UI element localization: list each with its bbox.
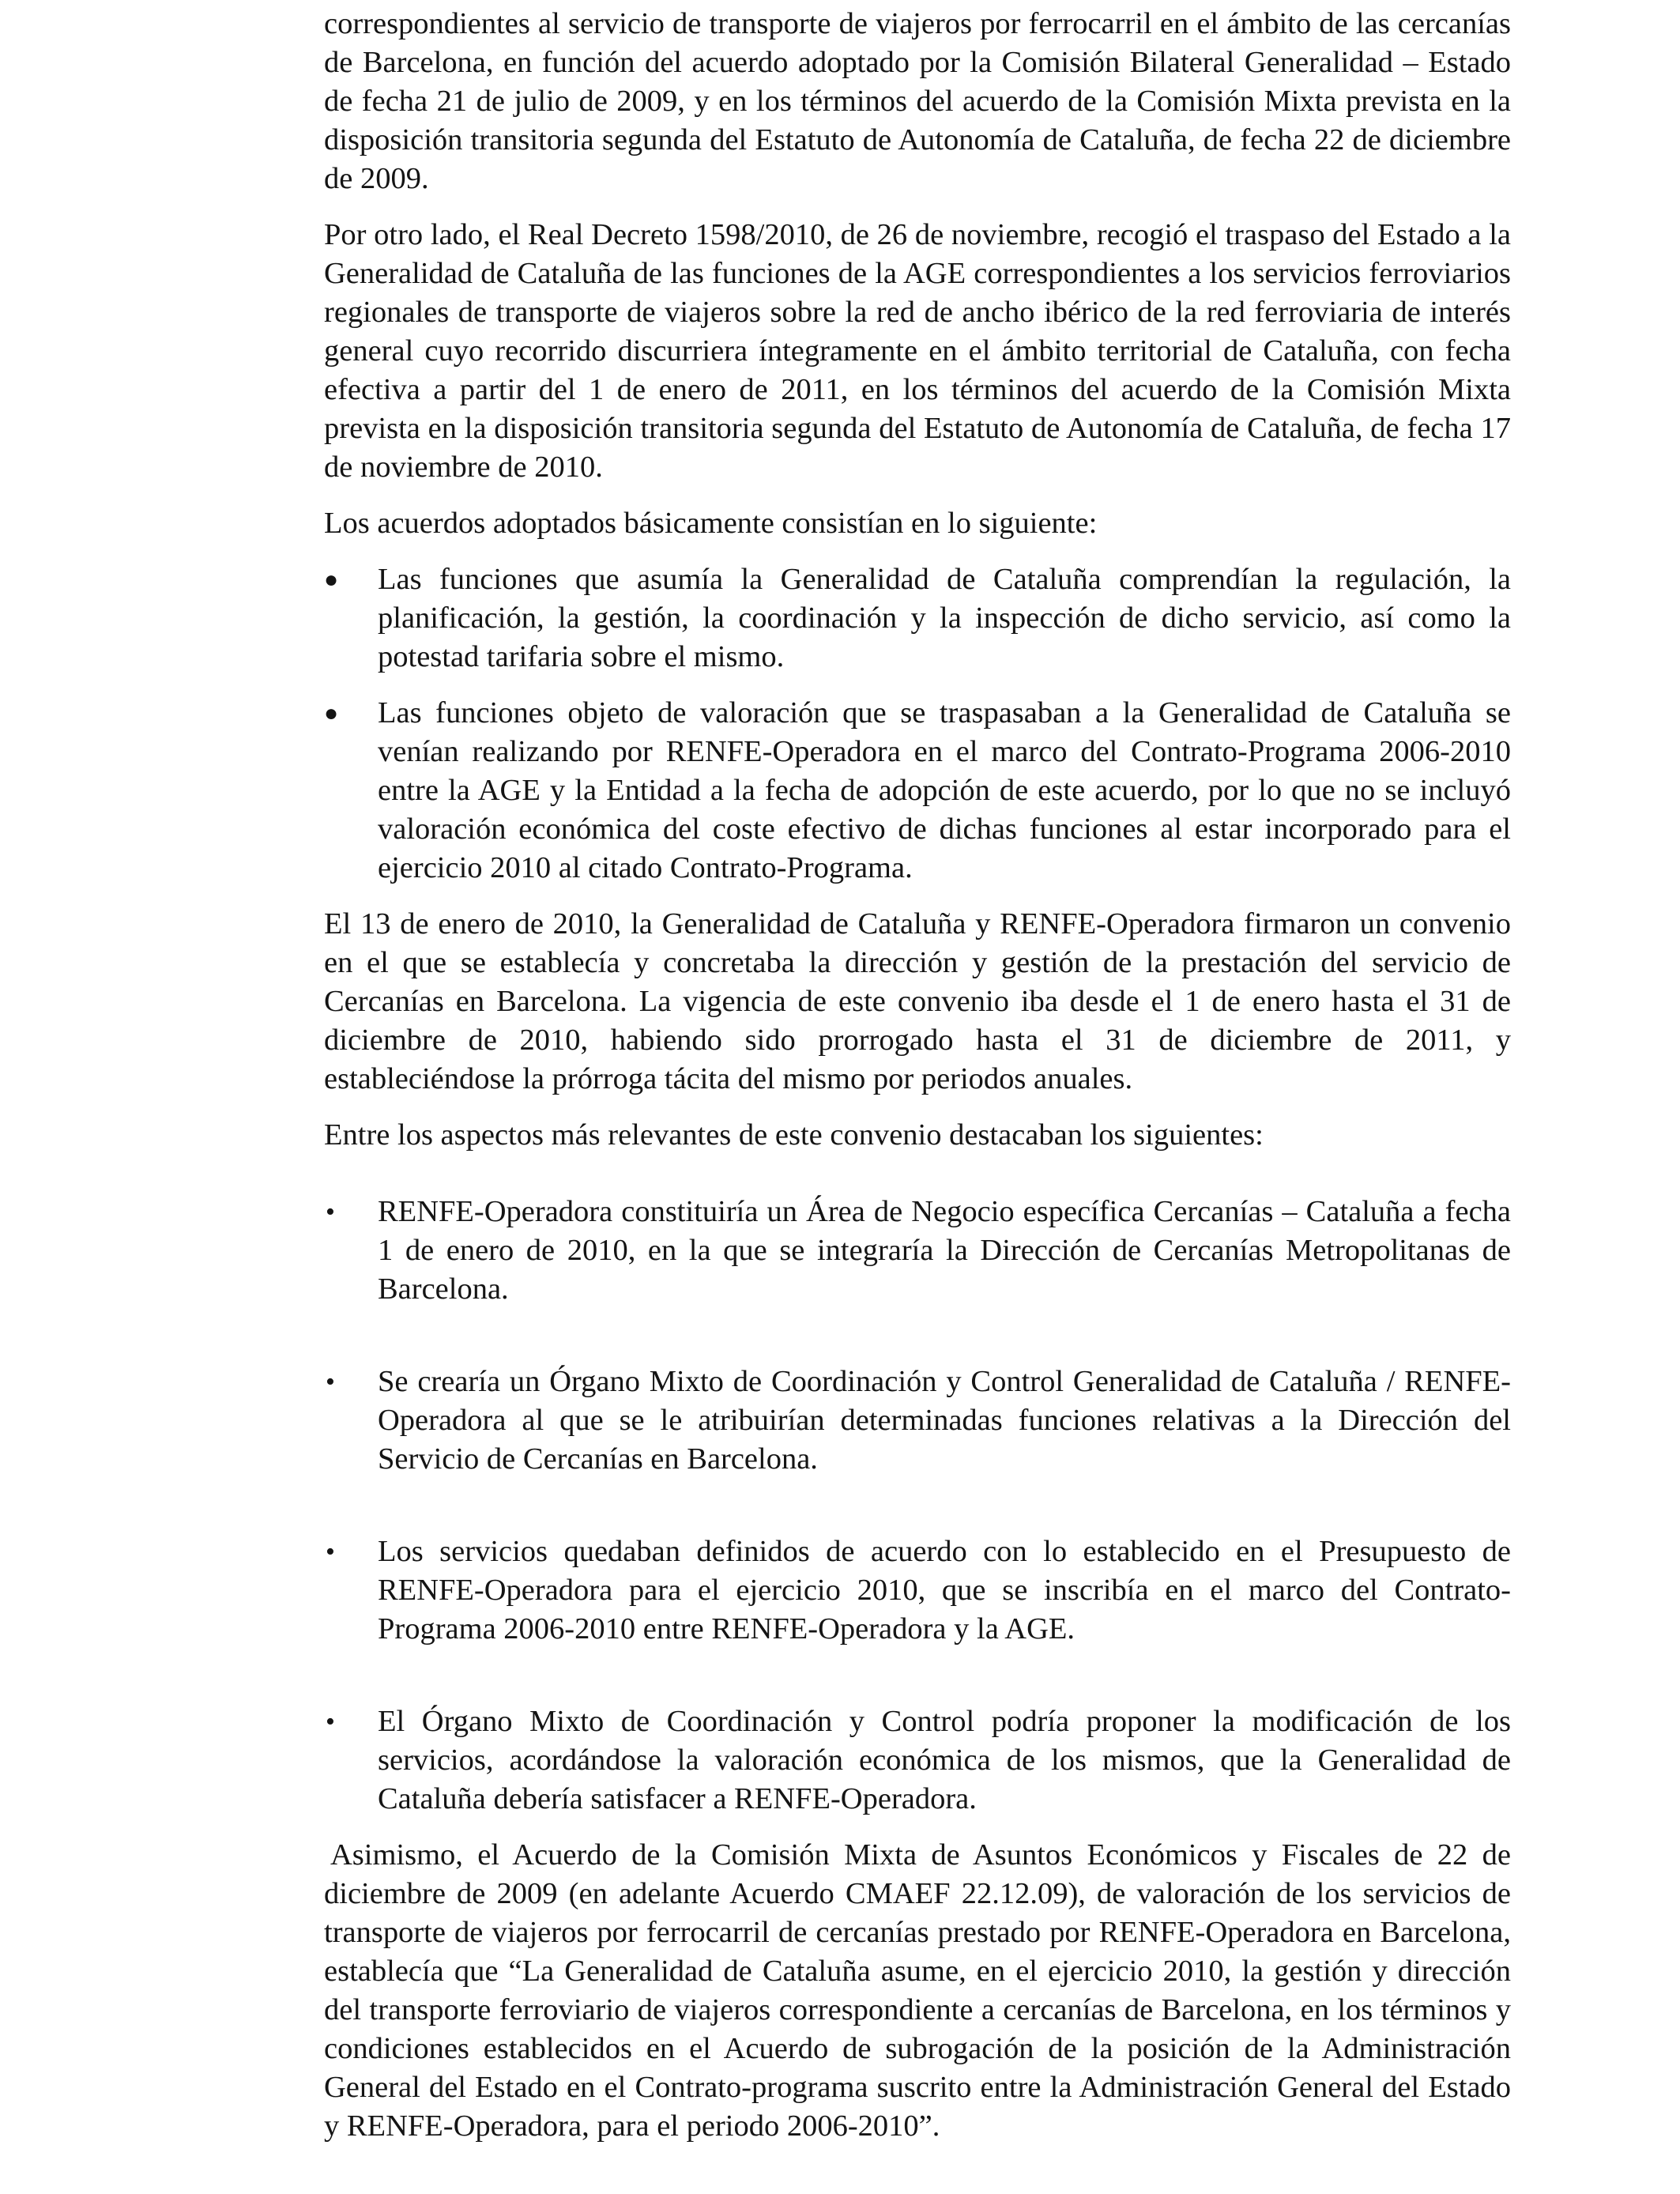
list-item-text: El Órgano Mixto de Coordinación y Control podría proponer la modificación de los servicios, acordándose la valoración económica de los mismos, que la Generalidad de Cataluña debería satisfacer a RENFE-Operadora. (378, 1705, 1511, 1815)
convenio-aspects-list (324, 1193, 1511, 1819)
paragraph-real-decreto: Por otro lado, el Real Decreto 1598/2010, de 26 de noviembre, recogió el traspaso del Estado a la Generalidad de Cataluña de las funciones de la AGE correspondientes a los servicios ferroviarios regionales de transporte de viajeros sobre la red de ancho ibérico de la red ferroviaria de interés general cuyo recorrido discurriera íntegramente en el ámbito territorial de Cataluña, con fecha efectiva a partir del 1 de enero de 2011, en los términos del acuerdo de la Comisión Mixta prevista en la disposición transitoria segunda del Estatuto de Autonomía de Cataluña, de fecha 17 de noviembre de 2010. (324, 218, 1511, 484)
bullet-icon: • (326, 1707, 335, 1736)
list-item-text: Los servicios quedaban definidos de acuerdo con lo establecido en el Presupuesto de RENFE-Operadora para el ejercicio 2010, que se inscribía en el marco del Contrato-Programa 2006-2010 entre RENFE-Operadora y la AGE. (378, 1535, 1511, 1646)
list-item-text: Las funciones objeto de valoración que se traspasaban a la Generalidad de Cataluña se venían realizando por RENFE-Operadora en el marco del Contrato-Programa 2006-2010 entre la AGE y la Entidad a la fecha de adopción de este acuerdo, por lo que no se incluyó valoración económica del coste efectivo de dichas funciones al estar incorporado para el ejercicio 2010 al citado Contrato-Programa. (378, 696, 1511, 884)
bullet-icon: ● (324, 700, 339, 726)
bullet-icon: ● (324, 567, 339, 593)
bullet-icon: • (326, 1537, 335, 1566)
document-body (324, 5, 1511, 2163)
paragraph-acuerdos-intro: Los acuerdos adoptados básicamente consistían en lo siguiente: (324, 507, 1098, 540)
list-item (324, 560, 1511, 677)
list-item (324, 1363, 1511, 1479)
paragraph-aspectos-intro: Entre los aspectos más relevantes de este convenio destacaban los siguientes: (324, 1118, 1264, 1152)
list-item (324, 694, 1511, 888)
agreements-list (324, 560, 1511, 888)
paragraph-convenio: El 13 de enero de 2010, la Generalidad de Cataluña y RENFE-Operadora firmaron un convenio en el que se establecía y concretaba la dirección y gestión de la prestación del servicio de Cercanías en Barcelona. La vigencia de este convenio iba desde el 1 de enero hasta el 31 de diciembre de 2010, habiendo sido prorrogado hasta el 31 de diciembre de 2011, y estableciéndose la prórroga tácita del mismo por periodos anuales. (324, 907, 1511, 1095)
list-item-text: Las funciones que asumía la Generalidad de Cataluña comprendían la regulación, la planificación, la gestión, la coordinación y la inspección de dicho servicio, así como la potestad tarifaria sobre el mismo. (378, 563, 1511, 673)
list-item-text: RENFE-Operadora constituiría un Área de Negocio específica Cercanías – Cataluña a fecha 1 de enero de 2010, en la que se integraría la Dirección de Cercanías Metropolitanas de Barcelona. (378, 1195, 1511, 1306)
list-item (324, 1532, 1511, 1649)
bullet-icon: • (326, 1197, 335, 1227)
bullet-icon: • (326, 1367, 335, 1397)
list-item-text: Se crearía un Órgano Mixto de Coordinación y Control Generalidad de Cataluña / RENFE-Operadora al que se le atribuirían determinadas funciones relativas a la Dirección del Servicio de Cercanías en Barcelona. (378, 1365, 1511, 1476)
list-item (324, 1193, 1511, 1309)
paragraph-cmaef: Asimismo, el Acuerdo de la Comisión Mixta de Asuntos Económicos y Fiscales de 22 de diciembre de 2009 (en adelante Acuerdo CMAEF 22.12.09), de valoración de los servicios de transporte de viajeros por ferrocarril de cercanías prestado por RENFE-Operadora en Barcelona, establecía que “La Generalidad de Cataluña asume, en el ejercicio 2010, la gestión y dirección del transporte ferroviario de viajeros correspondiente a cercanías de Barcelona, en los términos y condiciones establecidos en el Acuerdo de subrogación de la posición de la Administración General del Estado en el Contrato-programa suscrito entre la Administración General del Estado y RENFE-Operadora, para el periodo 2006-2010”. (324, 1838, 1511, 2143)
list-item (324, 1702, 1511, 1819)
paragraph-cercanias-transfer: correspondientes al servicio de transporte de viajeros por ferrocarril en el ámbito de las cercanías de Barcelona, en función del acuerdo adoptado por la Comisión Bilateral Generalidad – Estado de fecha 21 de julio de 2009, y en los términos del acuerdo de la Comisión Mixta prevista en la disposición transitoria segunda del Estatuto de Autonomía de Cataluña, de fecha 22 de diciembre de 2009. (324, 7, 1511, 195)
